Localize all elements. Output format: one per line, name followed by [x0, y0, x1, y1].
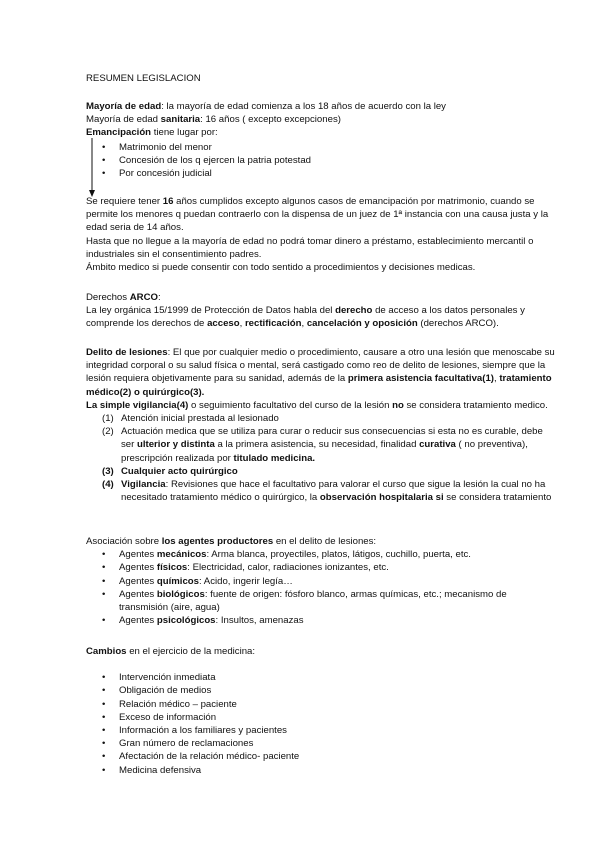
- list-item: • Medicina defensiva: [86, 764, 556, 777]
- list-item: • Agentes físicos: Electricidad, calor, radiaciones ionizantes, etc.: [86, 561, 556, 574]
- list-item: • Obligación de medios: [86, 684, 556, 697]
- vigilancia-text: La simple vigilancia(4) o seguimiento facultativo del curso de la lesión no se considera tratamiento medico.: [86, 399, 548, 411]
- list-item: • Matrimonio del menor: [86, 141, 556, 154]
- list-item: (3) Cualquier acto quirúrgico: [102, 465, 238, 477]
- intro-line-3: Emancipación tiene lugar por:: [86, 127, 218, 139]
- list-item: (4) Vigilancia: Revisiones que hace el facultativo para valorar el curso que sigue la lesión la cual no ha necesitado tratamiento médico o quirúrgico, la observación hospitalaria si se considera tratamiento: [102, 479, 552, 504]
- intro-section: [86, 100, 556, 180]
- agentes-section: [86, 535, 556, 627]
- lesiones-numbered-list: [86, 412, 556, 504]
- loan-text: Hasta que no llegue a la mayoría de edad no podrá tomar dinero a préstamo, establecimiento mercantil o industriales sin el consentimiento padres.: [86, 235, 534, 260]
- down-arrow-icon: [89, 138, 99, 198]
- document-title: RESUMEN LEGISLACION: [86, 73, 201, 84]
- list-item: • Intervención inmediata: [86, 671, 556, 684]
- list-item: (1) Atención inicial prestada al lesionado: [102, 413, 279, 425]
- agentes-list: [86, 548, 556, 627]
- list-item: • Exceso de información: [86, 711, 556, 724]
- cambios-list: [86, 671, 556, 777]
- list-item: • Agentes mecánicos: Arma blanca, proyectiles, platos, látigos, cuchillo, puerta, etc.: [86, 548, 556, 561]
- agentes-heading: Asociación sobre los agentes productores en el delito de lesiones:: [86, 536, 377, 547]
- medical-scope-text: Ámbito medico si puede consentir con todo sentido a procedimientos y decisiones medicas.: [86, 262, 476, 274]
- arco-heading: Derechos ARCO:: [86, 292, 161, 303]
- list-item: • Agentes químicos: Acido, ingerir legía…: [86, 575, 556, 588]
- emancipation-list: [86, 141, 556, 181]
- intro-line-1: Mayoría de edad: la mayoría de edad comienza a los 18 años de acuerdo con la ley: [86, 101, 446, 112]
- arco-section: [86, 291, 556, 331]
- age-text: Se requiere tener 16 años cumplidos excepto algunos casos de emancipación por matrimonio, cuando se permite los menores q puedan contraerlo con la dispensa de un juez de 1ª instancia con una causa justa y la edad seria de 14 años.: [86, 196, 549, 234]
- list-item: • Por concesión judicial: [86, 167, 556, 180]
- intro-line-2: Mayoría de edad sanitaria: 16 años ( excepto excepciones): [86, 114, 341, 126]
- list-item: (2) Actuación medica que se utiliza para curar o reducir sus consecuencias si esta no es curable, debe ser ulterior y distinta a la primera asistencia, su necesidad, finalidad curativa ( no preventiva), prescripción realizada por titulado medicina.: [102, 426, 543, 464]
- cambios-heading: Cambios en el ejercicio de la medicina:: [86, 646, 256, 657]
- list-item: • Gran número de reclamaciones: [86, 737, 556, 750]
- list-item: • Concesión de los q ejercen la patria potestad: [86, 154, 556, 167]
- cambios-section: [86, 645, 556, 777]
- arco-text: La ley orgánica 15/1999 de Protección de Datos habla del derecho de acceso a los datos personales y comprende los derechos de acceso, rectificación, cancelación y oposición (derechos ARCO).: [86, 305, 525, 330]
- list-item: • Afectación de la relación médico- paciente: [86, 750, 556, 763]
- list-item: • Relación médico – paciente: [86, 698, 556, 711]
- age-paragraph: [86, 195, 556, 274]
- list-item: • Agentes psicológicos: Insultos, amenazas: [86, 614, 556, 627]
- lesiones-text: Delito de lesiones: El que por cualquier medio o procedimiento, causare a otro una lesión que menoscabe su integridad corporal o su salud física o mental, será castigado como reo de delito de lesiones, siempre que la lesión requiera objetivamente para su sanidad, además de la primera asistencia facultativa(1), tratamiento médico(2) o quirúrgico(3).: [86, 347, 555, 398]
- lesiones-section: [86, 346, 556, 504]
- list-item: • Agentes biológicos: fuente de origen: fósforo blanco, armas químicas, etc.; mecanismo de transmisión (aire, agua): [86, 588, 556, 614]
- list-item: • Información a los familiares y pacientes: [86, 724, 556, 737]
